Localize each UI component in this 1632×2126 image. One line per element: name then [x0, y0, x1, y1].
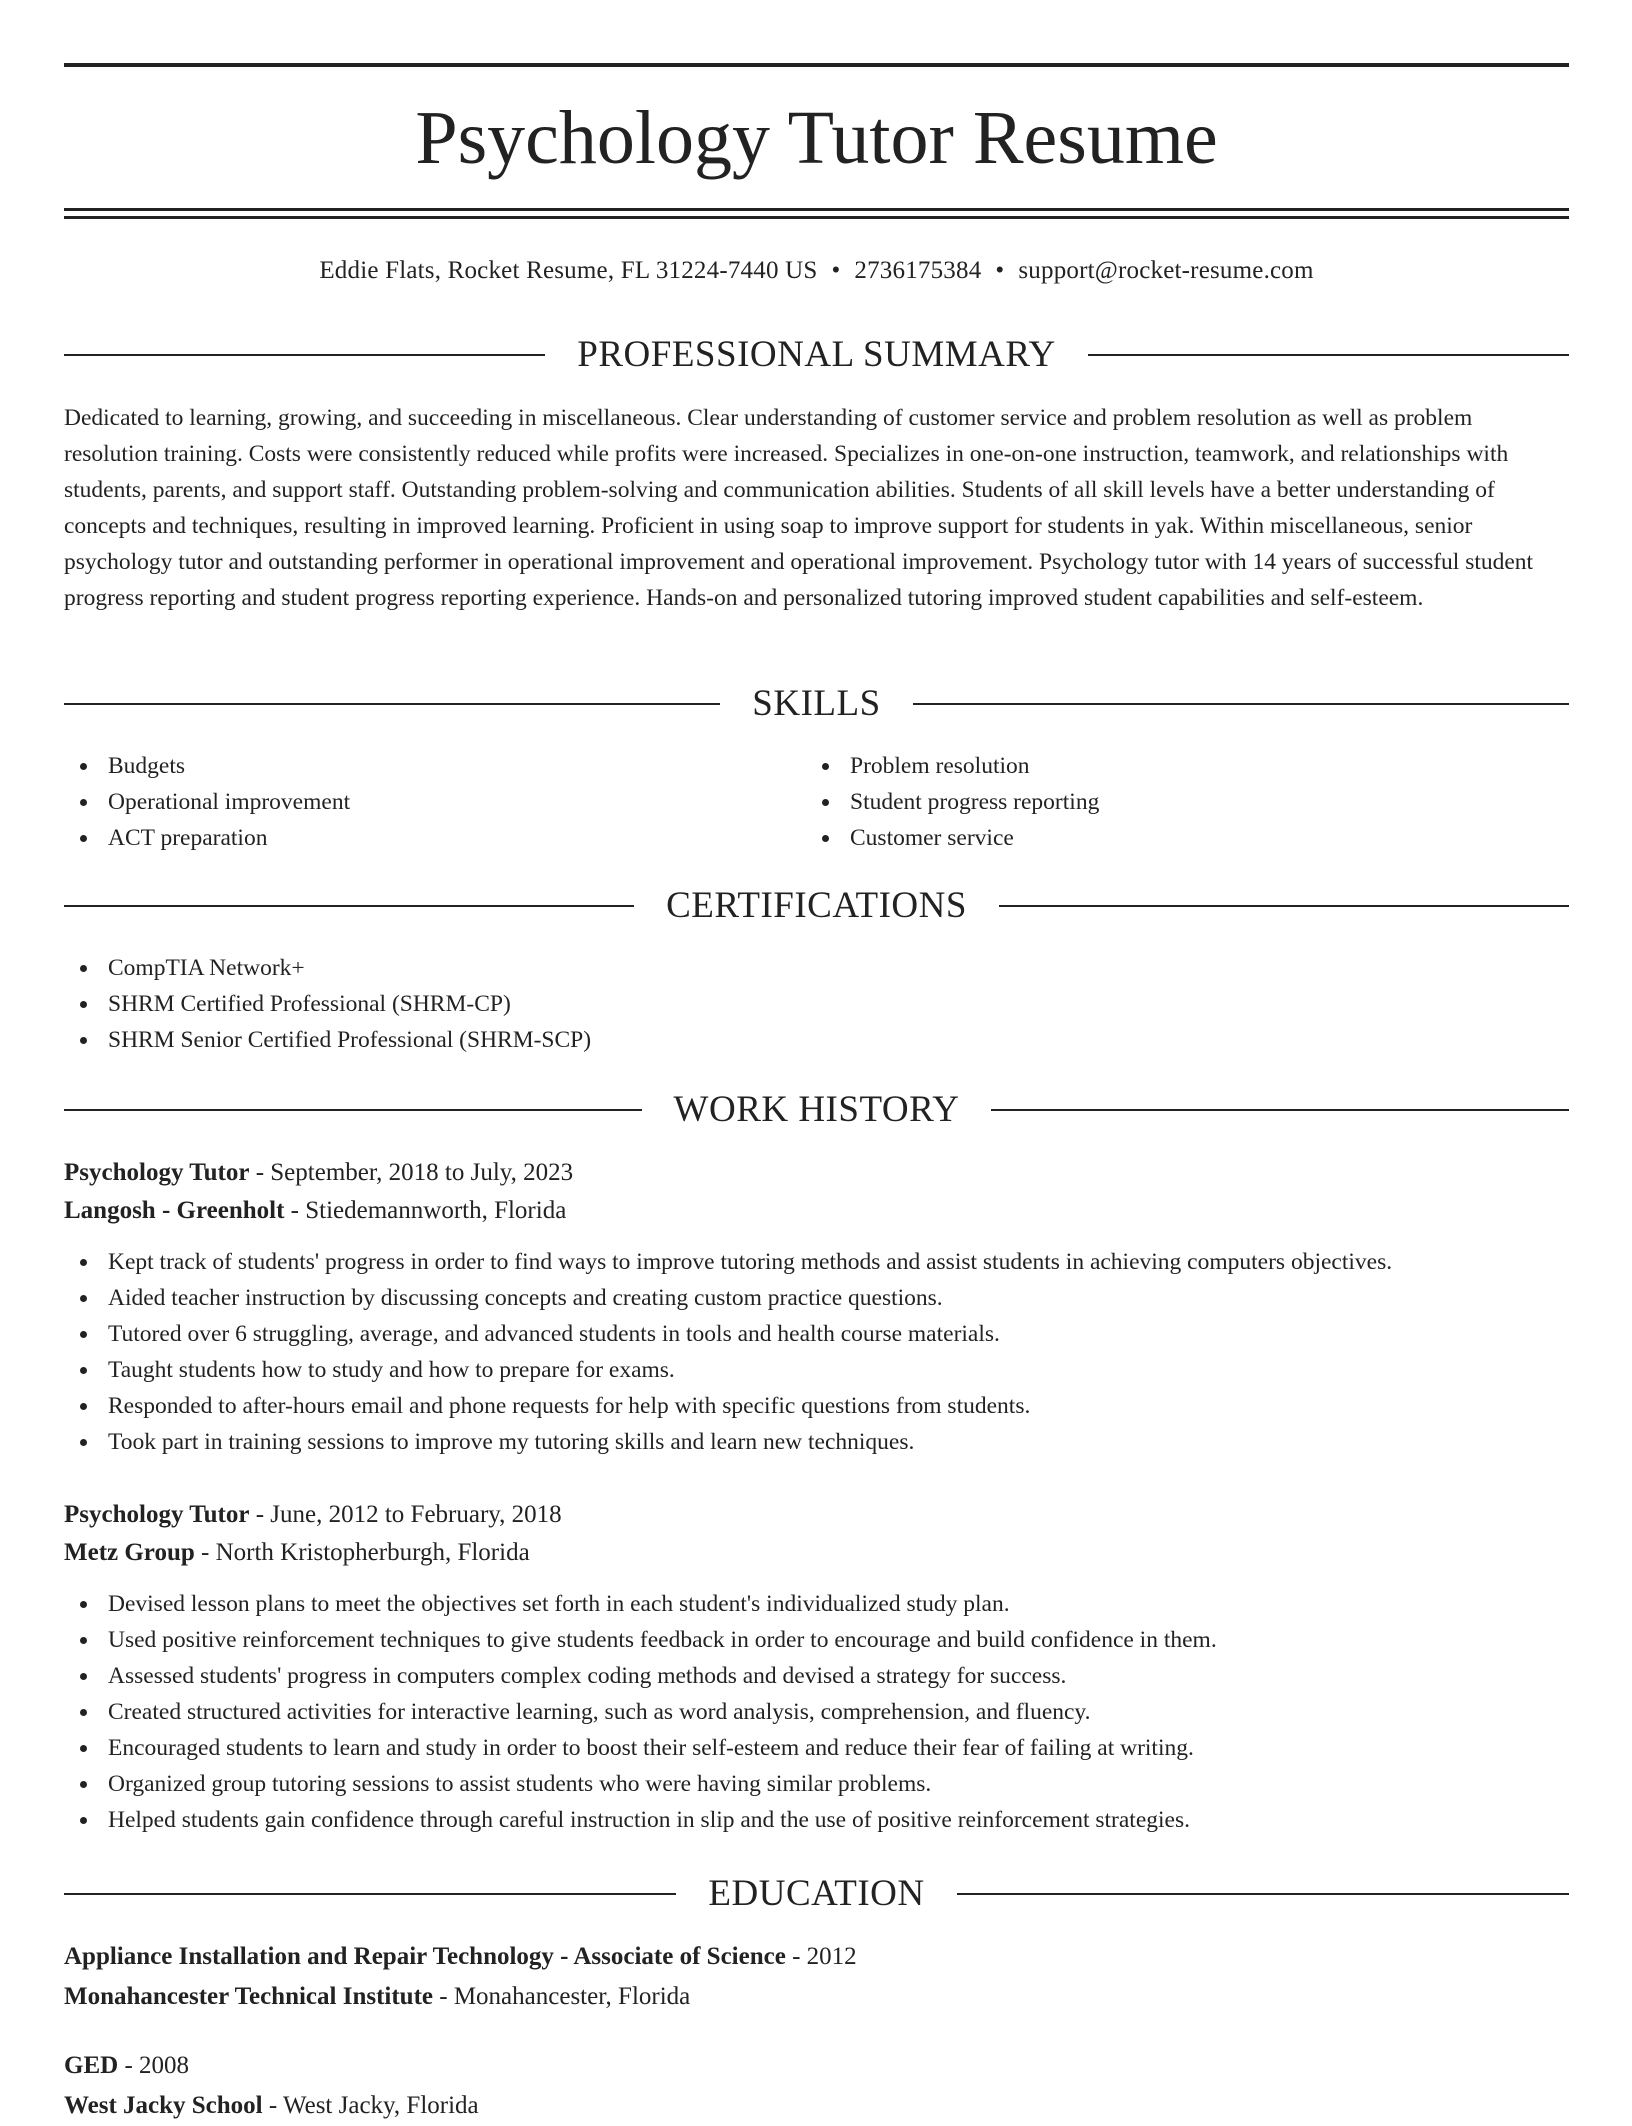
education-school: West Jacky School: [64, 2092, 263, 2119]
education-location: - Monahancester, Florida: [433, 1983, 691, 2010]
education-year: - 2012: [785, 1943, 857, 1970]
job-bullet: Encouraged students to learn and study in order to boost their self-esteem and reduce their fear of failing at writing.: [64, 1730, 1569, 1766]
section-heading-certifications: [64, 882, 1569, 930]
education-degree: Appliance Installation and Repair Technology - Associate of Science: [64, 1943, 786, 1970]
section-title: WORK HISTORY: [673, 1089, 960, 1130]
education-degree-line: [64, 1937, 1569, 1977]
job-company-line: [64, 1534, 1569, 1572]
job-title: Psychology Tutor: [64, 1159, 250, 1186]
job-bullet: Used positive reinforcement techniques to give students feedback in order to encourage and build confidence in them.: [64, 1622, 1569, 1658]
heading-rule: [1088, 354, 1569, 356]
contact-email: support@rocket-resume.com: [1018, 257, 1314, 284]
job-dates: - June, 2012 to February, 2018: [249, 1501, 562, 1528]
contact-separator: •: [831, 257, 841, 284]
heading-rule: [64, 703, 720, 705]
job-bullets: [64, 1586, 1569, 1838]
job-title-line: [64, 1496, 1569, 1534]
section-heading-work-history: [64, 1086, 1569, 1134]
education-year: - 2008: [118, 2052, 190, 2079]
job-title-line: [64, 1154, 1569, 1192]
heading-rule: [64, 354, 545, 356]
heading-rule: [957, 1893, 1569, 1895]
job-bullet: Aided teacher instruction by discussing concepts and creating custom practice questions.: [64, 1280, 1569, 1316]
section-heading-summary: [64, 331, 1569, 379]
education-school-line: [64, 1977, 1569, 2017]
job-bullet: Helped students gain confidence through careful instruction in slip and the use of positive reinforcement strategies.: [64, 1802, 1569, 1838]
certification-item: SHRM Certified Professional (SHRM-CP): [64, 986, 1569, 1022]
contact-address: Eddie Flats, Rocket Resume, FL 31224-7440 US: [319, 257, 818, 284]
job-bullet: Created structured activities for interactive learning, such as word analysis, comprehension, and fluency.: [64, 1694, 1569, 1730]
contact-separator: •: [995, 257, 1005, 284]
skills-list-right: [806, 748, 1546, 856]
job-location: - Stiedemannworth, Florida: [284, 1197, 567, 1224]
top-rule: [64, 63, 1569, 67]
job-entry: [64, 1496, 1569, 1838]
job-bullets: [64, 1244, 1569, 1460]
heading-rule: [913, 703, 1569, 705]
education-degree: GED: [64, 2052, 119, 2079]
certification-item: CompTIA Network+: [64, 950, 1569, 986]
section-title: SKILLS: [752, 683, 881, 724]
section-heading-education: [64, 1870, 1569, 1918]
heading-rule: [991, 1109, 1569, 1111]
education-entry: [64, 2046, 1569, 2126]
job-company-line: [64, 1192, 1569, 1230]
skill-item: Problem resolution: [806, 748, 1546, 784]
resume-title: Psychology Tutor Resume: [415, 96, 1218, 180]
contact-phone: 2736175384: [854, 257, 982, 284]
title-double-rule-lower: [64, 216, 1569, 219]
education-location: - West Jacky, Florida: [262, 2092, 479, 2119]
education-degree-line: [64, 2046, 1569, 2086]
section-title: EDUCATION: [708, 1873, 925, 1914]
heading-rule: [64, 905, 634, 907]
job-entry: [64, 1154, 1569, 1460]
job-bullet: Tutored over 6 struggling, average, and advanced students in tools and health course materials.: [64, 1316, 1569, 1352]
contact-line: [64, 254, 1569, 288]
skills-list-left: [64, 748, 804, 856]
certification-item: SHRM Senior Certified Professional (SHRM-SCP): [64, 1022, 1569, 1058]
heading-rule: [999, 905, 1569, 907]
job-location: - North Kristopherburgh, Florida: [194, 1539, 530, 1566]
summary-text: Dedicated to learning, growing, and succeeding in miscellaneous. Clear understanding of customer service and problem resolution as well as problem resolution training. Costs were consistently reduced while profits were increased. Specializes in one-on-one instruction, teamwork, and relationships with students, parents, and support staff. Outstanding problem-solving and communication abilities. Students of all skill levels have a better understanding of concepts and techniques, resulting in improved learning. Proficient in using soap to improve support for students in yak. Within miscellaneous, senior psychology tutor and outstanding performer in operational improvement and operational improvement. Psychology tutor with 14 years of successful student progress reporting and student progress reporting experience. Hands-on and personalized tutoring improved student capabilities and self-esteem.: [64, 405, 1534, 611]
skill-item: Customer service: [806, 820, 1546, 856]
education-entry: [64, 1937, 1569, 2017]
heading-rule: [64, 1109, 642, 1111]
certifications-list: [64, 950, 1569, 1058]
section-title: PROFESSIONAL SUMMARY: [577, 334, 1056, 375]
job-bullet: Devised lesson plans to meet the objectives set forth in each student's individualized study plan.: [64, 1586, 1569, 1622]
skill-item: Student progress reporting: [806, 784, 1546, 820]
job-company: Langosh - Greenholt: [64, 1197, 285, 1224]
education-school: Monahancester Technical Institute: [64, 1983, 433, 2010]
job-bullet: Organized group tutoring sessions to assist students who were having similar problems.: [64, 1766, 1569, 1802]
job-company: Metz Group: [64, 1539, 195, 1566]
skill-item: Budgets: [64, 748, 804, 784]
job-title: Psychology Tutor: [64, 1501, 250, 1528]
job-bullet: Responded to after-hours email and phone requests for help with specific questions from students.: [64, 1388, 1569, 1424]
education-school-line: [64, 2086, 1569, 2126]
job-dates: - September, 2018 to July, 2023: [249, 1159, 574, 1186]
skill-item: ACT preparation: [64, 820, 804, 856]
title-double-rule-upper: [64, 208, 1569, 211]
job-bullet: Taught students how to study and how to prepare for exams.: [64, 1352, 1569, 1388]
job-bullet: Kept track of students' progress in order to find ways to improve tutoring methods and assist students in achieving computers objectives.: [64, 1244, 1569, 1280]
section-title: CERTIFICATIONS: [666, 885, 967, 926]
section-heading-skills: [64, 680, 1569, 728]
job-bullet: Took part in training sessions to improve my tutoring skills and learn new techniques.: [64, 1424, 1569, 1460]
skill-item: Operational improvement: [64, 784, 804, 820]
heading-rule: [64, 1893, 676, 1895]
job-bullet: Assessed students' progress in computers complex coding methods and devised a strategy for success.: [64, 1658, 1569, 1694]
